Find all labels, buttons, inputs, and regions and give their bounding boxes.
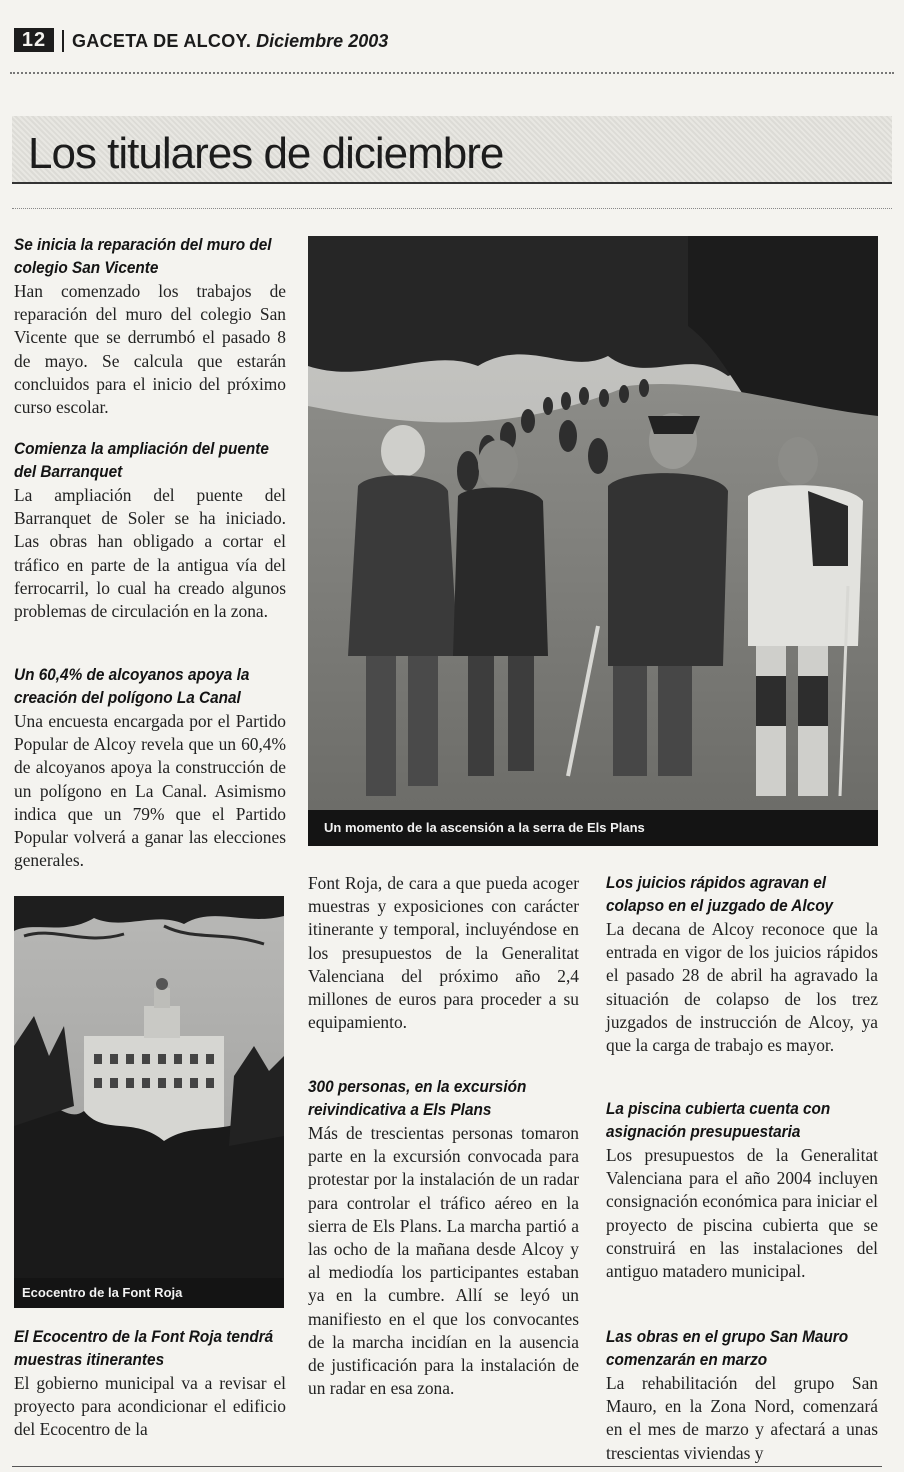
- ecocentro-photo: [14, 896, 284, 1308]
- section-title: Los titulares de diciembre: [28, 129, 504, 178]
- article-muro-san-vicente: [14, 234, 286, 419]
- page-number: 12: [14, 28, 54, 52]
- article-body: Una encuesta encargada por el Partido Popular de Alcoy revela que un 60,4% de alcoyanos apoya la construcción de un polígono en La Canal. Asimismo indica que un 79% que el Partido Popular volverá a ganar las elecciones generales.: [14, 711, 286, 871]
- article-puente-barranquet: [14, 438, 286, 623]
- bottom-rule: [12, 1466, 882, 1467]
- article-headline: La piscina cubierta cuenta con asignación presupuestaria: [606, 1100, 831, 1141]
- article-headline: Comienza la ampliación del puente del Barranquet: [14, 440, 269, 481]
- article-poligono-la-canal: [14, 664, 286, 872]
- article-body: Más de trescientas personas tomaron parte en la excursión convocada para protestar por la instalación de un radar para controlar el tráfico aéreo en la sierra de Els Plans. La marcha partió a las ocho de la mañana desde Alcoy y al mediodía los participantes estaban ya en la cumbre. Allí se leyó un manifiesto en el que los convocantes de la marcha incidían en la ausencia de justificación para la instalación de un radar en esa zona.: [308, 1123, 579, 1399]
- hikers-image: [308, 236, 878, 846]
- issue-date: Diciembre 2003: [256, 31, 389, 51]
- article-ecocentro-continued: [308, 872, 579, 1034]
- article-body: La ampliación del puente del Barranquet de Soler se ha iniciado. Las obras han obligado a cortar el tráfico en parte de la antigua vía del ferrocarril, lo cual ha creado algunos problemas de circulación en la zona.: [14, 485, 286, 622]
- ecocentro-image: [14, 896, 284, 1308]
- article-headline: Los juicios rápidos agravan el colapso en el juzgado de Alcoy: [606, 874, 834, 915]
- article-juicios-rapidos: [606, 872, 878, 1057]
- article-body: El gobierno municipal va a revisar el proyecto para acondicionar el edificio del Ecocentro de la: [14, 1373, 286, 1440]
- article-headline: El Ecocentro de la Font Roja tendrá muestras itinerantes: [14, 1328, 274, 1369]
- section-dotted-rule: [12, 208, 892, 209]
- article-excursion-els-plans: [308, 1076, 579, 1400]
- article-headline: Las obras en el grupo San Mauro comenzarán en marzo: [606, 1328, 849, 1369]
- masthead: [72, 28, 388, 54]
- ecocentro-caption: Ecocentro de la Font Roja: [22, 1285, 183, 1300]
- hikers-caption: Un momento de la ascensión a la serra de Els Plans: [324, 820, 645, 835]
- header-rule: [10, 72, 894, 74]
- article-body: La decana de Alcoy reconoce que la entrada en vigor de los juicios rápidos el pasado 28 de abril ha agravado la situación de colapso de los trez juzgados de instrucción de Alcoy, ya que la carga de trabajo es mayor.: [606, 919, 878, 1056]
- hikers-photo: [308, 236, 878, 846]
- article-headline: Se inicia la reparación del muro del colegio San Vicente: [14, 236, 272, 277]
- article-grupo-san-mauro: [606, 1326, 878, 1465]
- header-separator: [62, 30, 64, 52]
- article-body: La rehabilitación del grupo San Mauro, en la Zona Nord, comenzará en el mes de marzo y afectará a unas trescientas viviendas y: [606, 1373, 878, 1463]
- article-body: Font Roja, de cara a que pueda acoger muestras y exposiciones con carácter itinerante y temporal, incluyéndose en los presupuestos de la Generalitat Valenciana del próximo año 2,4 millones de euros para proceder a su equipamiento.: [308, 873, 579, 1033]
- article-headline: Un 60,4% de alcoyanos apoya la creación del polígono La Canal: [14, 666, 250, 707]
- article-body: Han comenzado los trabajos de reparación del muro del colegio San Vicente que se derrumbó el pasado 8 de mayo. Se calcula que estarán concluidos para el inicio del próximo curso escolar.: [14, 281, 286, 418]
- article-body: Los presupuestos de la Generalitat Valenciana para el año 2004 incluyen consignación económica para iniciar el proyecto de piscina cubierta que se construirá en las instalaciones del antiguo matadero municipal.: [606, 1145, 878, 1282]
- article-headline: 300 personas, en la excursión reivindicativa a Els Plans: [308, 1078, 527, 1119]
- publication-name: GACETA DE ALCOY.: [72, 31, 252, 51]
- article-ecocentro-font-roja: [14, 1326, 286, 1442]
- article-piscina-cubierta: [606, 1098, 878, 1283]
- section-rule: [12, 182, 892, 184]
